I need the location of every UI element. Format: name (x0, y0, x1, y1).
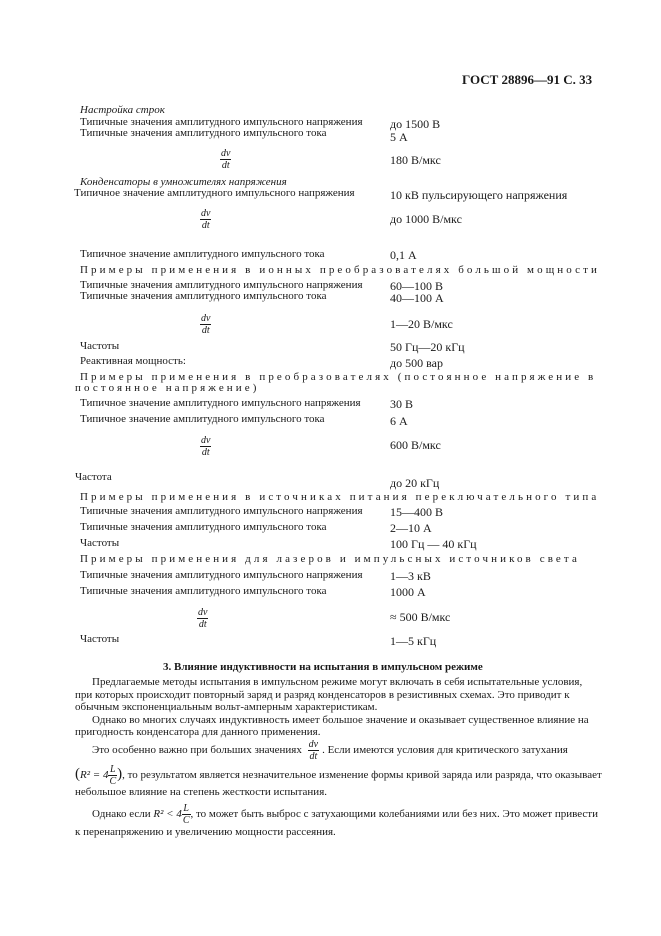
row-value: 0,1 А (390, 248, 417, 262)
row-label: Типичные значения амплитудного импульсного тока (80, 521, 327, 533)
row-label: Типичные значения амплитудного импульсного тока (80, 127, 327, 139)
row-label: Типичные значения амплитудного импульсного напряжения (80, 569, 363, 581)
row-label: Частоты (80, 537, 120, 549)
row-value: 5 А (390, 130, 408, 144)
row-label: Типичные значения амплитудного импульсного тока (80, 585, 327, 597)
row-value: 50 Гц—20 кГц (390, 340, 465, 354)
page-header: ГОСТ 28896—91 С. 33 (462, 72, 593, 87)
row-label: Частота (75, 471, 112, 483)
dv-dt-fraction: $\frac{dv}{dt}$ (198, 607, 208, 630)
dv-dt-fraction: $\frac{dv}{dt}$ (308, 739, 319, 762)
group-heading: Примеры применения в ионных преобразователях большой мощности (80, 264, 601, 276)
paragraph-line: Однако во многих случаях индуктивность имеет большое значение и оказывает существенное влияние на (92, 714, 589, 726)
row-label: Типичные значения амплитудного импульсного тока (80, 290, 327, 302)
row-value: до 500 вар (390, 356, 443, 370)
row-value: 2—10 А (390, 521, 432, 535)
row-label: Типичное значение амплитудного импульсного напряжения (80, 397, 361, 409)
paragraph-line: Это особенно важно при больших значениях $\frac{dv}{dt}$ . Если имеются условия для критического затухания (92, 739, 568, 762)
section-title: 3. Влияние индуктивности на испытания в импульсном режиме (163, 661, 483, 673)
dv-dt-fraction: $\frac{dv}{dt}$ (221, 148, 231, 171)
group-heading: Настройка строк (80, 104, 165, 116)
group-heading: Примеры применения в источниках питания переключательного типа (80, 491, 600, 503)
row-label: Типичные значения амплитудного импульсного напряжения (80, 505, 363, 517)
row-value: 30 В (390, 397, 414, 411)
paragraph-line: Предлагаемые методы испытания в импульсном режиме могут включать в себя испытательные условия, (92, 676, 583, 688)
row-label: Типичное значение амплитудного импульсного тока (80, 413, 325, 425)
row-value: 1—3 кВ (390, 569, 431, 583)
row-label: Типичное значение амплитудного импульсного напряжения (74, 187, 355, 199)
paragraph-line: (R² = 4 $\frac{L}{C}$ ), то результатом является незначительное изменение формы кривой заряда или разряда, что оказывает (75, 764, 602, 787)
group-heading: Примеры применения для лазеров и импульсных источников света (80, 553, 580, 565)
row-label: Типичные значения амплитудного импульсного напряжения (80, 279, 363, 291)
dv-dt-fraction: $\frac{dv}{dt}$ (201, 208, 211, 231)
row-value: 40—100 А (390, 291, 444, 305)
group-heading-line1: Примеры применения в преобразователях (постоянное напряжение в (80, 371, 597, 383)
row-value: 1—5 кГц (390, 634, 437, 648)
row-value: 10 кВ пульсирующего напряжения (390, 188, 568, 202)
critical-damping-formula: (R² = 4 $\frac{L}{C}$ ) (75, 764, 123, 787)
row-value: 180 В/мкс (390, 153, 441, 167)
row-value: 15—400 В (390, 505, 444, 519)
row-value: ≈ 500 В/мкс (390, 610, 451, 624)
row-value: 60—100 В (390, 279, 444, 293)
row-label: Частоты (80, 340, 120, 352)
paragraph-line: к перенапряжению и увеличению мощности рассеяния. (75, 826, 336, 838)
row-value: 1—20 В/мкс (390, 317, 453, 331)
overshoot-formula: R² < 4 $\frac{L}{C}$ (153, 803, 190, 826)
group-heading: Конденсаторы в умножителях напряжения (80, 176, 287, 188)
row-label: Типичное значение амплитудного импульсного тока (80, 248, 325, 260)
row-value: 600 В/мкс (390, 438, 441, 452)
row-value: до 1000 В/мкс (390, 212, 462, 226)
paragraph-line: пригодность конденсатора для данного применения. (75, 726, 321, 738)
row-value: до 1500 В (390, 117, 441, 131)
row-label: Типичные значения амплитудного импульсного напряжения (80, 116, 363, 128)
paragraph-line: при которых происходит повторный заряд и разряд конденсаторов в резистивных схемах. Это приводит к (75, 689, 570, 701)
paragraph-line: небольшое влияние на степень жесткости испытания. (75, 786, 328, 798)
row-label: Реактивная мощность: (80, 355, 186, 367)
row-value: 100 Гц — 40 кГц (390, 537, 477, 551)
row-label: Частоты (80, 633, 120, 645)
paragraph-line: обычным экспоненциальным вольт-амперным характеристикам. (75, 701, 378, 713)
row-value: 6 А (390, 414, 408, 428)
paragraph-line: Однако если R² < 4 $\frac{L}{C}$ , то может быть выброс с затухающими колебаниями или без них. Это может привести (92, 803, 598, 826)
row-value: до 20 кГц (390, 476, 440, 490)
group-heading-line2: постоянное напряжение) (75, 382, 260, 394)
dv-dt-fraction: $\frac{dv}{dt}$ (201, 313, 211, 336)
row-value: 1000 А (390, 585, 426, 599)
dv-dt-fraction: $\frac{dv}{dt}$ (201, 435, 211, 458)
